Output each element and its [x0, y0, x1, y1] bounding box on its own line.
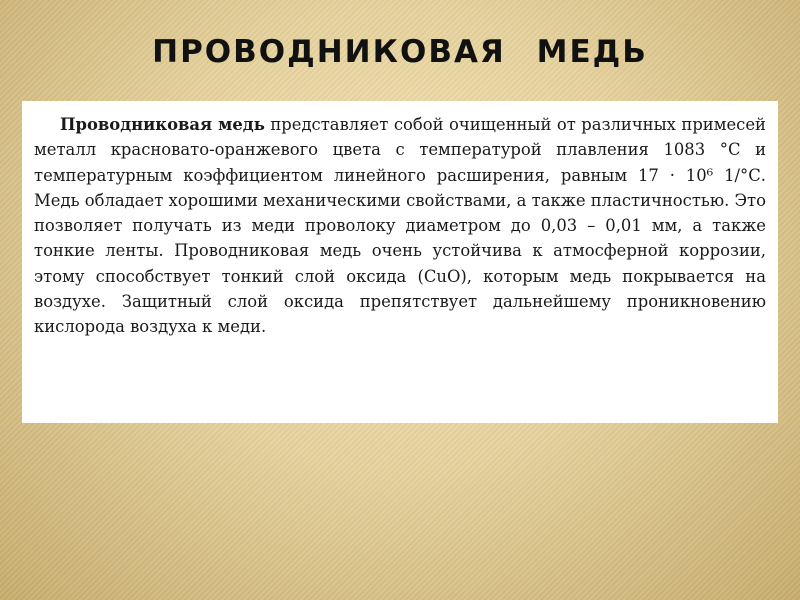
body-paragraph [34, 112, 766, 340]
slide-title: ПРОВОДНИКОВАЯ МЕДЬ [152, 34, 648, 70]
text-block [22, 101, 778, 423]
paragraph-body: представляет собой очищенный от различных примесей металл красновато-оранжевого цвета с температурой плавления 1083 °С и температурным коэффициентом линейного расширения, равным 17 · 10⁶ 1/°С. Медь обладает хорошими механическими свойствами, а также пластичностью. Это позволяет получать из меди проволоку диаметром до 0,03 – 0,01 мм, а также тонкие ленты. Проводниковая медь очень устойчива к атмосферной коррозии, этому способствует тонкий слой оксида (CuO), которым медь покрывается на воздухе. Защитный слой оксида препятствует дальнейшему проникновению кислорода воздуха к меди. [34, 115, 766, 337]
lead-term: Проводниковая медь [60, 115, 265, 134]
